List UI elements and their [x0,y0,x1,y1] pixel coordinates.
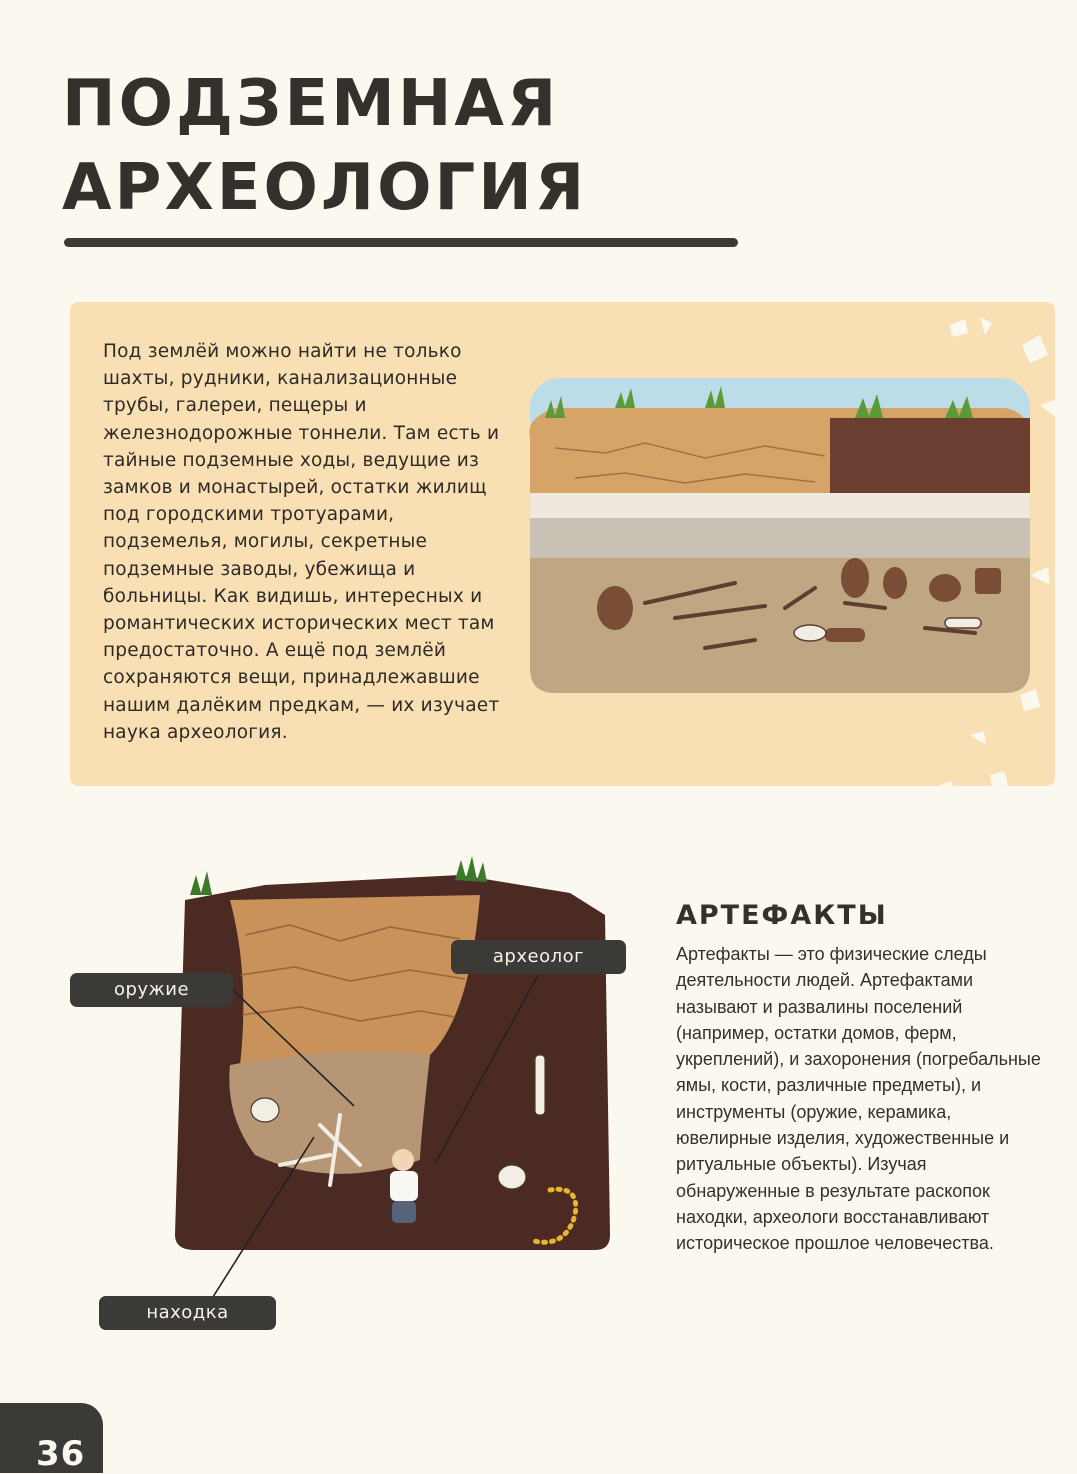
intro-text: Под землёй можно найти не только шахты, рудники, канализационные трубы, галереи, пещеры и железнодорожные тоннели. Там есть и тайные подземные ходы, ведущие из замков и монастырей, остатки жилищ под городскими тротуарами, подземелья, могилы, секретные подземные заводы, убежища и больницы. Как видишь, интересных и романтических исторических мест там предостаточно. А ещё под землёй сохраняются вещи, принадлежавшие нашим далёким предкам, — их изучает наука археология. [103,341,500,743]
artifacts-heading: АРТЕФАКТЫ [676,900,888,931]
title-underline [64,238,738,247]
page-title [62,62,587,230]
soil-strata-illustration [525,378,1035,701]
artifacts-text: Артефакты — это физические следы деятельности людей. Артефактами называют и развалины поселений (например, остатки домов, ферм, укреплений), и захоронения (погребальные ямы, кости, различные предметы), и инструменты (оружие, керамика, ювелирные изделия, художественные и ритуальные объекты). Изучая обнаруженные в результате раскопок находки, археологи восстанавливают историческое прошлое человечества. [676,944,1041,1254]
page-title-line-1: ПОДЗЕМНАЯ [62,67,560,141]
label-archaeologist: археолог [451,940,626,974]
excavation-illustration [170,855,610,1255]
page-number: 36 [36,1434,86,1474]
page-title-line-2: АРХЕОЛОГИЯ [62,151,588,225]
label-weapon: оружие [70,973,233,1007]
label-find: находка [99,1296,276,1330]
